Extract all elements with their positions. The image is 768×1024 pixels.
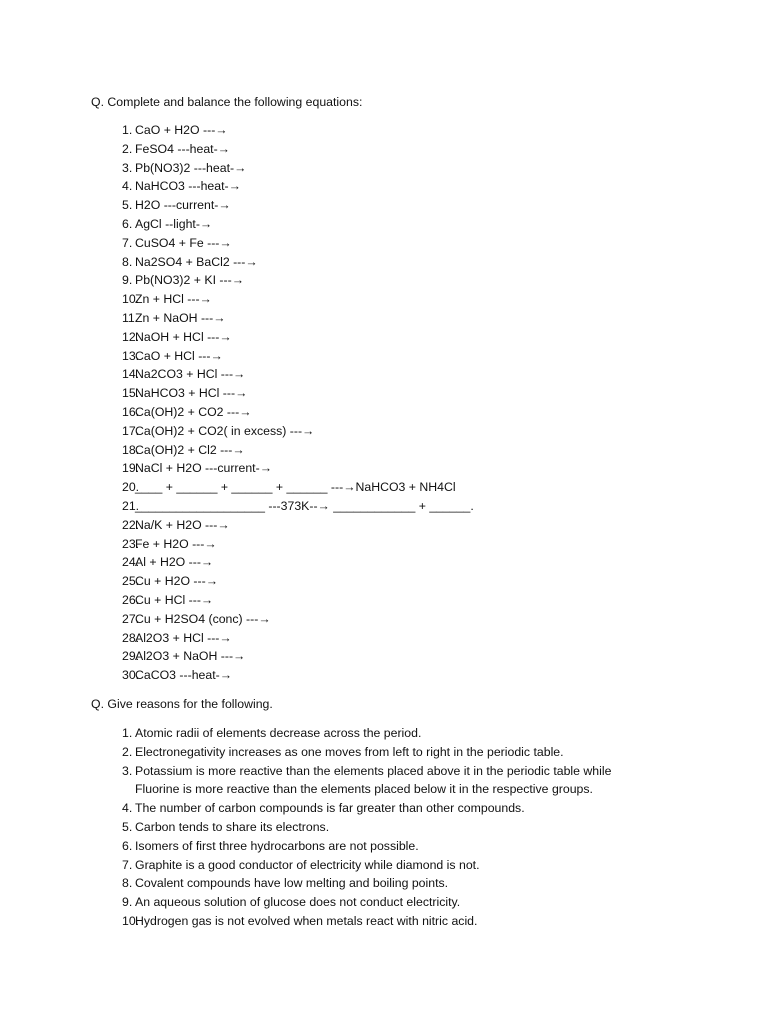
section-heading-reasons: Q. Give reasons for the following. [91,697,273,711]
list-item-text: Covalent compounds have low melting and boiling points. [135,876,449,891]
list-item-text: Ca(OH)2 + CO2( in excess) ---→ [135,423,315,438]
list-item-text: NaOH + HCl ---→ [135,329,232,344]
list-item-text: FeSO4 ---heat-→ [135,141,230,156]
list-item-text: CaO + HCl ---→ [135,348,223,363]
list-item-text: Isomers of first three hydrocarbons are not possible. [135,838,419,853]
list-item-text: NaHCO3 ---heat-→ [135,179,241,194]
list-item-text: Atomic radii of elements decrease across the period. [135,726,422,740]
list-item-text: Fe + H2O ---→ [135,536,217,551]
list-item-text: ____ + ______ + ______ + ______ ---→NaHCO3 + NH4Cl [135,480,456,495]
list-item-text: NaHCO3 + HCl ---→ [135,386,248,401]
list-item-text: An aqueous solution of glucose does not conduct electricity. [135,895,461,910]
list-item-text: Potassium is more reactive than the elements placed above it in the periodic table while Fluorine is more reactive than the elements placed below it in the respective groups. [135,763,612,797]
list-item-text: AgCl --light-→ [135,216,213,231]
list-item-text: Ca(OH)2 + CO2 ---→ [135,404,252,419]
list-item-text: Na2SO4 + BaCl2 ---→ [135,254,258,269]
list-item-text: Cu + H2SO4 (conc) ---→ [135,611,271,626]
list-item-text: Ca(OH)2 + Cl2 ---→ [135,442,245,457]
list-item-text: NaCl + H2O ---current-→ [135,461,272,476]
list-item-text: CuSO4 + Fe ---→ [135,235,232,250]
list-item-text: Na2CO3 + HCl ---→ [135,367,246,382]
list-item-text: Al + H2O ---→ [135,555,214,570]
list-item-text: Al2O3 + HCl ---→ [135,630,232,645]
list-item-text: Al2O3 + NaOH ---→ [135,649,246,664]
list-item-text: Pb(NO3)2 ---heat-→ [135,160,247,175]
list-item-text: The number of carbon compounds is far greater than other compounds. [135,801,525,816]
document-page: Q. Complete and balance the following equations: 1. CaO + H2O ---→ 2. FeSO4 ---heat-→ 3. Pb(NO3)2 ---heat-→ 4. NaHCO3 ---heat-→ 5. H2O ---current-→ 6. AgCl --light-→ 7. CuSO4 + Fe ---→ 8. Na2SO4 + BaCl2 ---→ 9. Pb(NO3)2 + KI ---→ 10. Zn + HCl ---→ 11. Zn + NaOH ---→ 12. NaOH + HCl ---→ 13. CaO + HCl ---→ 14. Na2CO3 + HCl ---→ 15. NaHCO3 + HCl ---→ 16. Ca(OH)2 + CO2 ---→ 17. Ca(OH)2 + CO2( in excess) ---→ 18. Ca(OH)2 + Cl2 ---→ 19. NaCl + H2O ---current-→ 20. ____ + ______ + ______ + ______ ---→NaHCO3 + NH4Cl 21. ___________________ ---373K--→ ____________ + ______. 22. Na/K + H2O ---→ 23. Fe + H2O ---→ 24. Al + H2O ---→ 25. Cu + H2O ---→ 26. Cu + HCl ---→ 27. Cu + H2SO4 (conc) ---→ 28. Al2O3 + HCl ---→ 29. Al2O3 + NaOH ---→ 30. CaCO3 ---heat-→ Q. Give reasons for the following. 1. Atomic radii of elements decrease across the period. 2. Electronegativity increases as one moves from left to right in the periodic table. 3. Potassium is more reactive than the elements placed above it in the periodic table while Fluorine is more reactive than the elements placed below it in the respective groups. 4. The number of carbon compounds is far greater than other compounds. 5. Carbon tends to share its electrons. 6. Isomers of first three hydrocarbons are not possible. 7. Graphite is a good conductor of electricity while diamond is not. 8. Covalent compounds have low melting and boiling points. 9. An aqueous solution of glucose does not conduct electricity. 10. Hydrogen gas is not evolved when metals react with nitric acid. [0,0,768,1024]
list-item-text: Hydrogen gas is not evolved when metals react with nitric acid. [135,913,478,928]
list-item-text: Electronegativity increases as one moves from left to right in the periodic table. [135,744,564,759]
section-heading-equations: Q. Complete and balance the following equations: [91,95,363,109]
list-item-text: Cu + H2O ---→ [135,574,219,589]
list-item-text: Zn + NaOH ---→ [135,310,226,325]
list-item-text: Cu + HCl ---→ [135,592,214,607]
list-item-text: Carbon tends to share its electrons. [135,819,330,834]
list-item-text: H2O ---current-→ [135,198,231,213]
list-item-text: Zn + HCl ---→ [135,292,212,307]
list-item-text: CaCO3 ---heat-→ [135,668,233,683]
list-item-text: ___________________ ---373K--→ ____________ + ______. [135,498,474,513]
list-item-text: Graphite is a good conductor of electricity while diamond is not. [135,857,480,872]
list-item-text: Pb(NO3)2 + KI ---→ [135,273,244,288]
list-item-text: Na/K + H2O ---→ [135,517,230,532]
list-item-text: CaO + H2O ---→ [135,123,228,137]
